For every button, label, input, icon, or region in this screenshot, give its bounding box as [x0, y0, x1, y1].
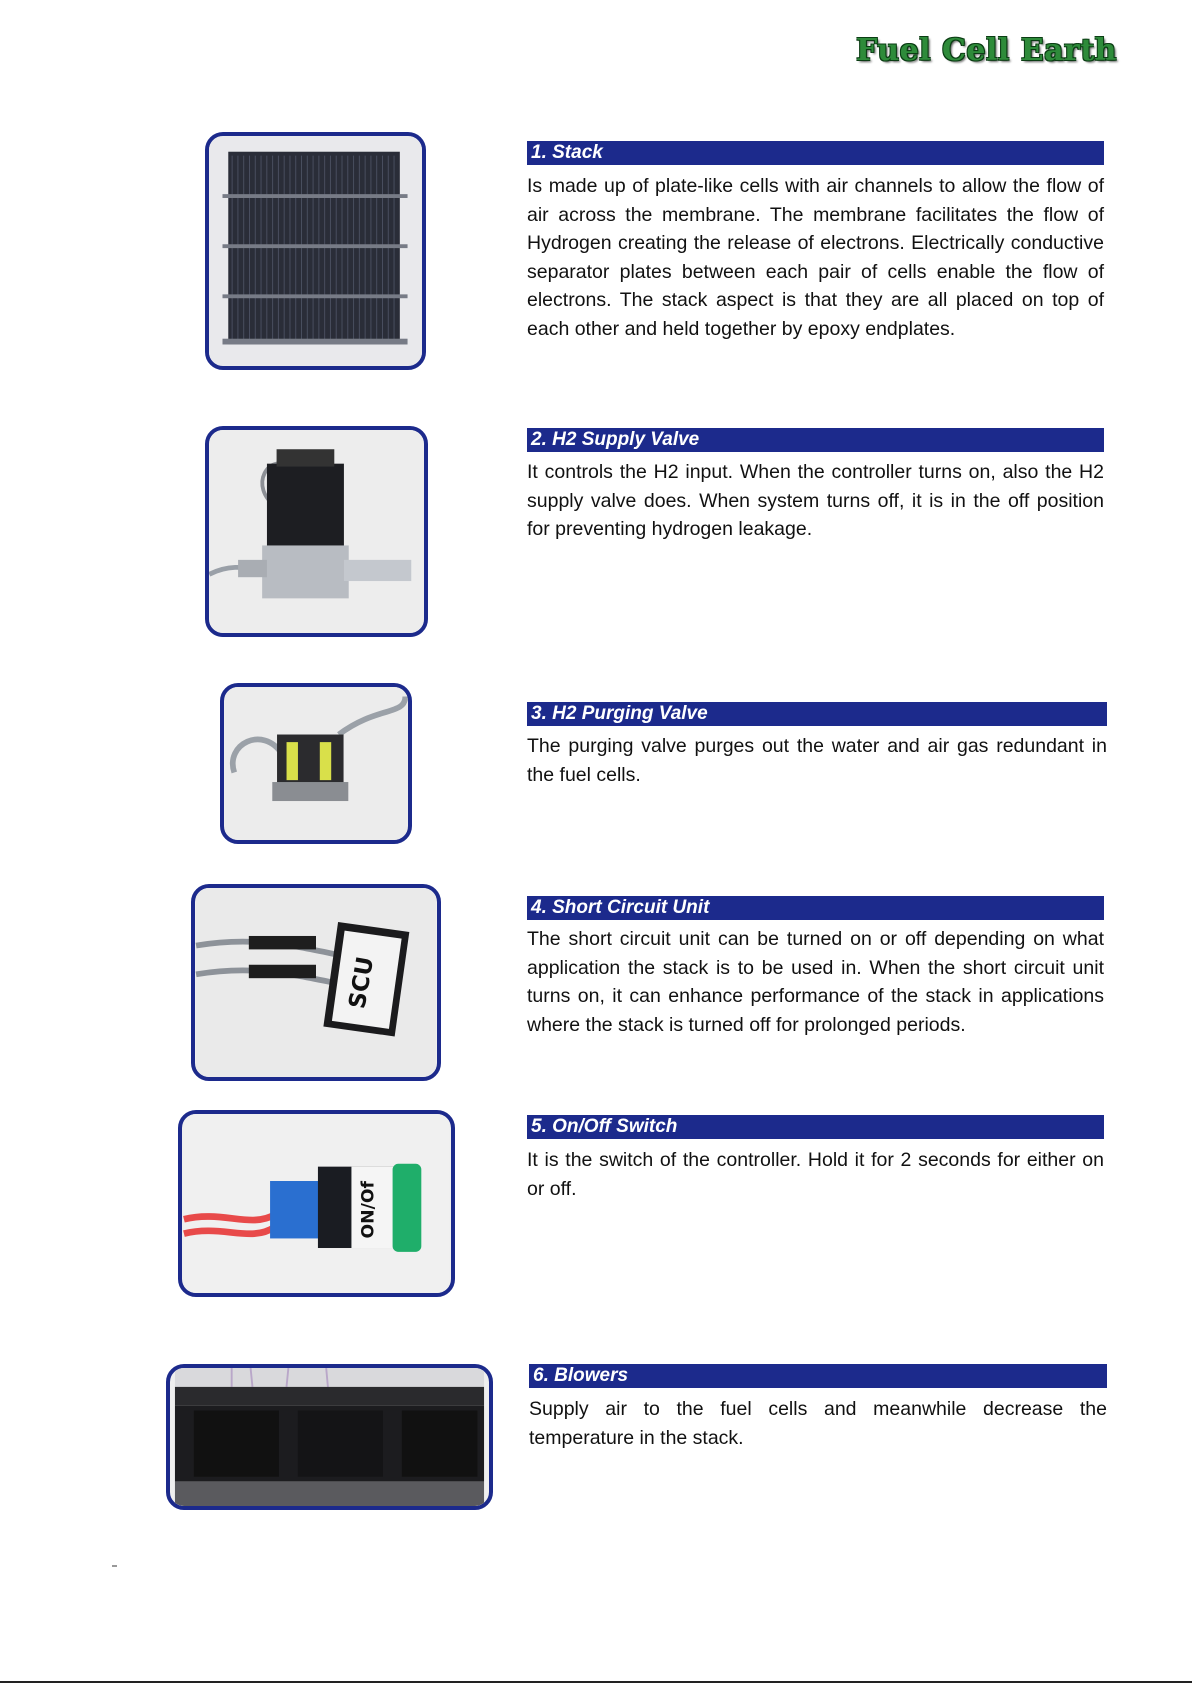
section-heading-on-off-switch: 5. On/Off Switch	[527, 1115, 1104, 1139]
short-circuit-unit-image	[195, 888, 437, 1077]
page-mark	[112, 1565, 117, 1567]
h2-supply-valve-photo	[205, 426, 428, 637]
scu-label: SCU	[344, 954, 380, 1011]
h2-supply-valve-image	[209, 430, 424, 633]
fuel-cell-stack-photo	[205, 132, 426, 370]
section-heading-blowers: 6. Blowers	[529, 1364, 1107, 1388]
h2-purging-valve-image	[224, 687, 408, 840]
section-body-stack: Is made up of plate-like cells with air channels to allow the flow of air across the membrane. The membrane facilitates the flow of Hydrogen creating the release of electrons. Electrically conductive separator plates between each pair of cells enable the flow of electrons. The stack aspect is that they are all placed on top of each other and held together by epoxy endplates.	[527, 175, 1104, 340]
on-off-label: ON/Of	[358, 1180, 379, 1239]
section-body-h2-supply-valve: It controls the H2 input. When the controller turns on, also the H2 supply valve does. When system turns off, it is in the off position for preventing hydrogen leakage.	[527, 461, 1104, 540]
section-heading-h2-supply-valve: 2. H2 Supply Valve	[527, 428, 1104, 452]
on-off-switch-image	[182, 1114, 451, 1293]
h2-purging-valve-photo	[220, 683, 412, 844]
fuel-cell-earth-logo: Fuel Cell Earth	[856, 33, 1117, 68]
on-off-switch-photo	[178, 1110, 455, 1297]
short-circuit-unit-photo	[191, 884, 441, 1081]
section-body-on-off-switch: It is the switch of the controller. Hold it for 2 seconds for either on or off.	[527, 1149, 1104, 1200]
blowers-photo	[166, 1364, 493, 1510]
section-heading-stack: 1. Stack	[527, 141, 1104, 165]
fuel-cell-stack-image	[209, 136, 422, 366]
section-body-h2-purging-valve: The purging valve purges out the water and air gas redundant in the fuel cells.	[527, 735, 1107, 786]
section-body-blowers: Supply air to the fuel cells and meanwhile decrease the temperature in the stack.	[529, 1398, 1107, 1449]
bottom-rule	[0, 1681, 1192, 1683]
section-heading-short-circuit-unit: 4. Short Circuit Unit	[527, 896, 1104, 920]
section-heading-h2-purging-valve: 3. H2 Purging Valve	[527, 702, 1107, 726]
blowers-image	[170, 1368, 489, 1506]
section-body-short-circuit-unit: The short circuit unit can be turned on or off depending on what application the stack is to be used in. When the short circuit unit turns on, it can enhance performance of the stack in applications where the stack is turned off for prolonged periods.	[527, 928, 1104, 1036]
